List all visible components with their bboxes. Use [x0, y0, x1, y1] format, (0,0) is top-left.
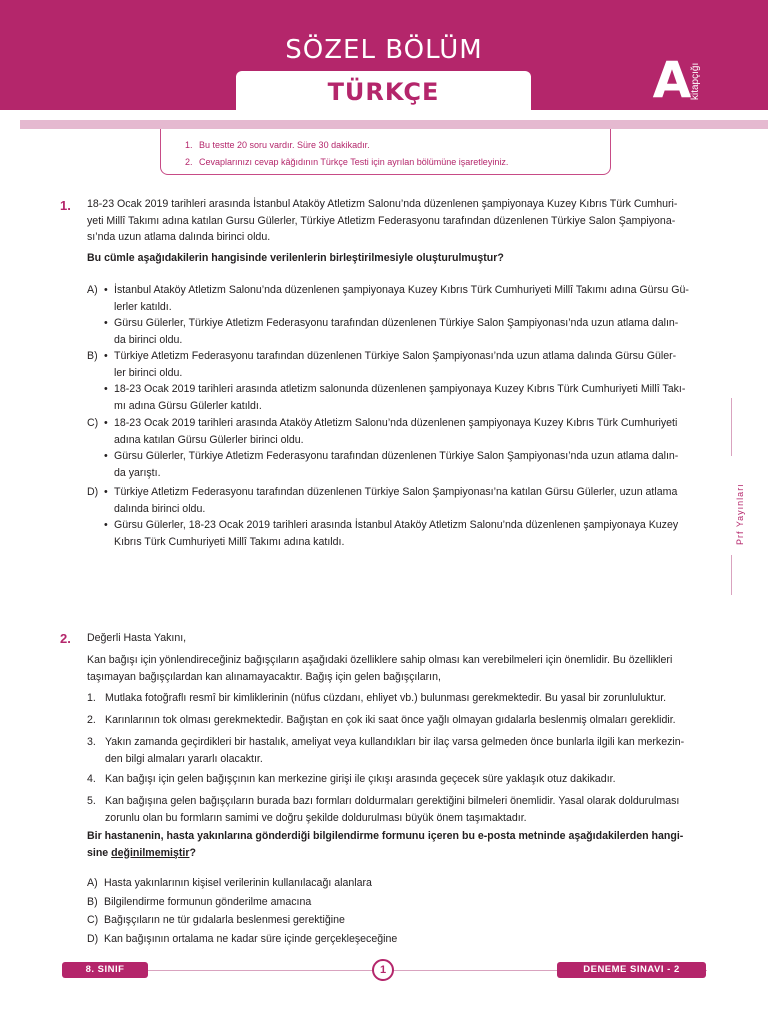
bullet-dot: •	[104, 284, 108, 296]
list-item	[105, 771, 715, 788]
question-line	[87, 845, 712, 862]
bullet-line: 18-23 Ocak 2019 tarihleri arasında atletizm salonunda düzenlenen şampiyonaya Kuzey Kıbrıs Türk Cumhuriyeti Millî Takı-	[114, 383, 686, 395]
bullet-line: Gürsu Gülerler, Türkiye Atletizm Federasyonu tarafından düzenlenen Türkiye Salon Şampiyonası’nda uzun atlama dalın-	[114, 450, 679, 462]
option-letter[interactable]: D)	[87, 486, 99, 498]
bullet-dot: •	[104, 519, 108, 531]
option-letter[interactable]: A)	[87, 284, 98, 296]
instruction-number: 1.	[185, 140, 193, 150]
bullet-dot: •	[104, 317, 108, 329]
question-text: sine	[87, 846, 112, 859]
bullet-line: Türkiye Atletizm Federasyonu tarafından düzenlenen Türkiye Salon Şampiyonası’nda uzun atlama dalında Gürsu Güler-	[114, 350, 677, 362]
option-letter[interactable]: C)	[87, 914, 99, 926]
passage-line: yeti Millî Takımı adına katılan Gursu Gülerler, Türkiye Atletizm Federasyonu tarafından düzenlenen Türkiye Salon Şampiyona-	[87, 214, 676, 227]
question-mark: ?	[189, 846, 196, 859]
option-text[interactable]: Kan bağışının ortalama ne kadar süre içinde gerçekleşeceğine	[104, 933, 398, 945]
list-item-line: den bilgi almaları yararlı olacaktır.	[105, 752, 263, 765]
bullet-line: İstanbul Ataköy Atletizm Salonu’nda düzenlenen şampiyonaya Kuzey Kıbrıs Türk Cumhuriyeti Millî Takımı adına Gürsu Gü-	[114, 284, 689, 296]
option-letter[interactable]: D)	[87, 933, 99, 945]
list-item	[105, 793, 715, 826]
bullet-line: Türkiye Atletizm Federasyonu tarafından düzenlenen Türkiye Salon Şampiyonası’na katılan Gürsu Gülerler, uzun atlama	[114, 486, 678, 498]
booklet-letter: A	[652, 51, 692, 109]
list-number: 5.	[87, 795, 96, 807]
list-item-line: Kan bağışına gelen bağışçıların burada bazı formları doldurmaları gerektiğini bilmeleri önemlidir. Yasal olarak doldurulması	[105, 795, 680, 807]
list-item-line: Mutlaka fotoğraflı resmî bir kimliklerinin (nüfus cüzdanı, ehliyet vb.) bulunması gerekmektedir. Bu yasal bir zorunluluktur.	[105, 692, 667, 704]
page-number: 1	[379, 964, 387, 976]
question-line: Bir hastanenin, hasta yakınlarına gönderdiği bilgilendirme formunu içeren bu e-posta metninde aşağıdakilerden hangi-	[87, 830, 684, 842]
passage-line: sı’nda uzun atlama dalında birinci oldu.	[87, 231, 271, 243]
instruction-item	[185, 157, 508, 168]
list-item-line: Karınlarının tok olması gerekmektedir. Bağıştan en çok iki saat önce yağlı olmayan gıdalarla beslenmiş olmaları gereklidir.	[105, 714, 676, 726]
bullet-dot: •	[104, 486, 108, 498]
list-item	[105, 690, 715, 707]
intro-line: taşımayan bağışçılardan kan alınamayacaktır. Bağış için gelen bağışçıların,	[87, 670, 441, 683]
option-bullet	[114, 381, 714, 414]
bullet-line: 18-23 Ocak 2019 tarihleri arasında Ataköy Atletizm Salonu’nda düzenlenen şampiyonaya Kuzey Kıbrıs Türk Cumhuriyeti	[114, 417, 678, 429]
bullet-dot: •	[104, 417, 108, 429]
bullet-line: mı adına Gürsu Gülerler katıldı.	[114, 399, 262, 412]
exam-badge: DENEME SINAVI - 2	[557, 962, 706, 978]
list-number: 3.	[87, 736, 96, 748]
intro-line: Kan bağışı için yönlendireceğiniz bağışçıların aşağıdaki özelliklere sahip olması kan verebilmeleri için önemlidir. Bu özellikleri	[87, 654, 673, 666]
list-number: 1.	[87, 692, 96, 704]
question-number: 2.	[60, 631, 71, 646]
bullet-line: Kıbrıs Türk Cumhuriyeti Millî Takımı adına katıldı.	[114, 535, 345, 548]
option-text[interactable]: Bağışçıların ne tür gıdalarla beslenmesi gerektiğine	[104, 914, 345, 926]
question-number: 1.	[60, 198, 71, 213]
bullet-line: Gürsu Gülerler, 18-23 Ocak 2019 tarihleri arasında İstanbul Ataköy Atletizm Salonu’nda düzenlenen şampiyonaya Kuzey	[114, 519, 679, 531]
q2-greeting: Değerli Hasta Yakını,	[87, 632, 187, 644]
bullet-dot: •	[104, 350, 108, 362]
q1-passage	[87, 196, 712, 246]
list-item	[105, 712, 715, 729]
side-rule-bottom	[731, 555, 732, 595]
option-letter[interactable]: B)	[87, 896, 98, 908]
bullet-line: da birinci oldu.	[114, 333, 183, 346]
section-title: SÖZEL BÖLÜM	[285, 35, 483, 65]
instruction-item	[185, 140, 370, 151]
option-bullet	[114, 517, 714, 550]
option-letter[interactable]: A)	[87, 877, 98, 889]
booklet-word: kitapçığı	[690, 62, 701, 100]
header-divider	[20, 120, 768, 129]
bullet-line: adına katılan Gürsu Gülerler birinci oldu.	[114, 433, 304, 446]
instructions-box	[160, 129, 611, 175]
grade-badge: 8. SINIF	[62, 962, 148, 978]
emphasized-word: değinilmemiştir	[111, 846, 190, 859]
option-bullet	[114, 448, 714, 481]
bullet-line: ler birinci oldu.	[114, 366, 183, 379]
option-text[interactable]: Hasta yakınlarının kişisel verilerinin kullanılacağı alanlara	[104, 877, 372, 889]
option-bullet	[114, 315, 714, 348]
list-number: 2.	[87, 714, 96, 726]
option-bullet	[114, 348, 714, 381]
list-number: 4.	[87, 773, 96, 785]
bullet-line: Gürsu Gülerler, Türkiye Atletizm Federasyonu tarafından düzenlenen Türkiye Salon Şampiyonası’nda uzun atlama dalın-	[114, 317, 679, 329]
q1-question-stem: Bu cümle aşağıdakilerin hangisinde verilenlerin birleştirilmesiyle oluşturulmuştur?	[87, 252, 504, 264]
subject-label: TÜRKÇE	[327, 78, 440, 106]
list-item-line: Kan bağışı için gelen bağışçının kan merkezine girişi ile çıkışı arasında geçecek süre yaklaşık otuz dakikadır.	[105, 773, 616, 785]
list-item-line: zorunlu olan bu formların samimi ve doğru şekilde doldurulması büyük önem taşımaktadır.	[105, 811, 527, 824]
bullet-line: da yarıştı.	[114, 466, 161, 479]
list-item	[105, 734, 715, 767]
option-text[interactable]: Bilgilendirme formunun gönderilme amacına	[104, 896, 312, 908]
passage-line: 18-23 Ocak 2019 tarihleri arasında İstanbul Ataköy Atletizm Salonu’nda düzenlenen şampiyonaya Kuzey Kıbrıs Türk Cumhuri-	[87, 198, 678, 210]
q2-question-stem	[87, 828, 712, 861]
option-letter[interactable]: C)	[87, 417, 99, 429]
bullet-line: dalında birinci oldu.	[114, 502, 206, 515]
instruction-text: Cevaplarınızı cevap kâğıdının Türkçe Testi için ayrılan bölümüne işaretleyiniz.	[199, 157, 509, 167]
instruction-number: 2.	[185, 157, 193, 167]
publisher-side-label: Prf Yayınları	[735, 483, 745, 545]
option-bullet	[114, 282, 714, 315]
option-bullet	[114, 484, 714, 517]
bullet-line: lerler katıldı.	[114, 300, 172, 313]
bullet-dot: •	[104, 450, 108, 462]
list-item-line: Yakın zamanda geçirdikleri bir hastalık, ameliyat veya kullandıkları bir ilaç varsa gelmeden önce bunlarla ilgili kan merkezin-	[105, 736, 685, 748]
option-bullet	[114, 415, 714, 448]
q2-intro	[87, 652, 712, 685]
instruction-text: Bu testte 20 soru vardır. Süre 30 dakikadır.	[199, 140, 370, 150]
bullet-dot: •	[104, 383, 108, 395]
option-letter[interactable]: B)	[87, 350, 98, 362]
side-rule-top	[731, 398, 732, 456]
